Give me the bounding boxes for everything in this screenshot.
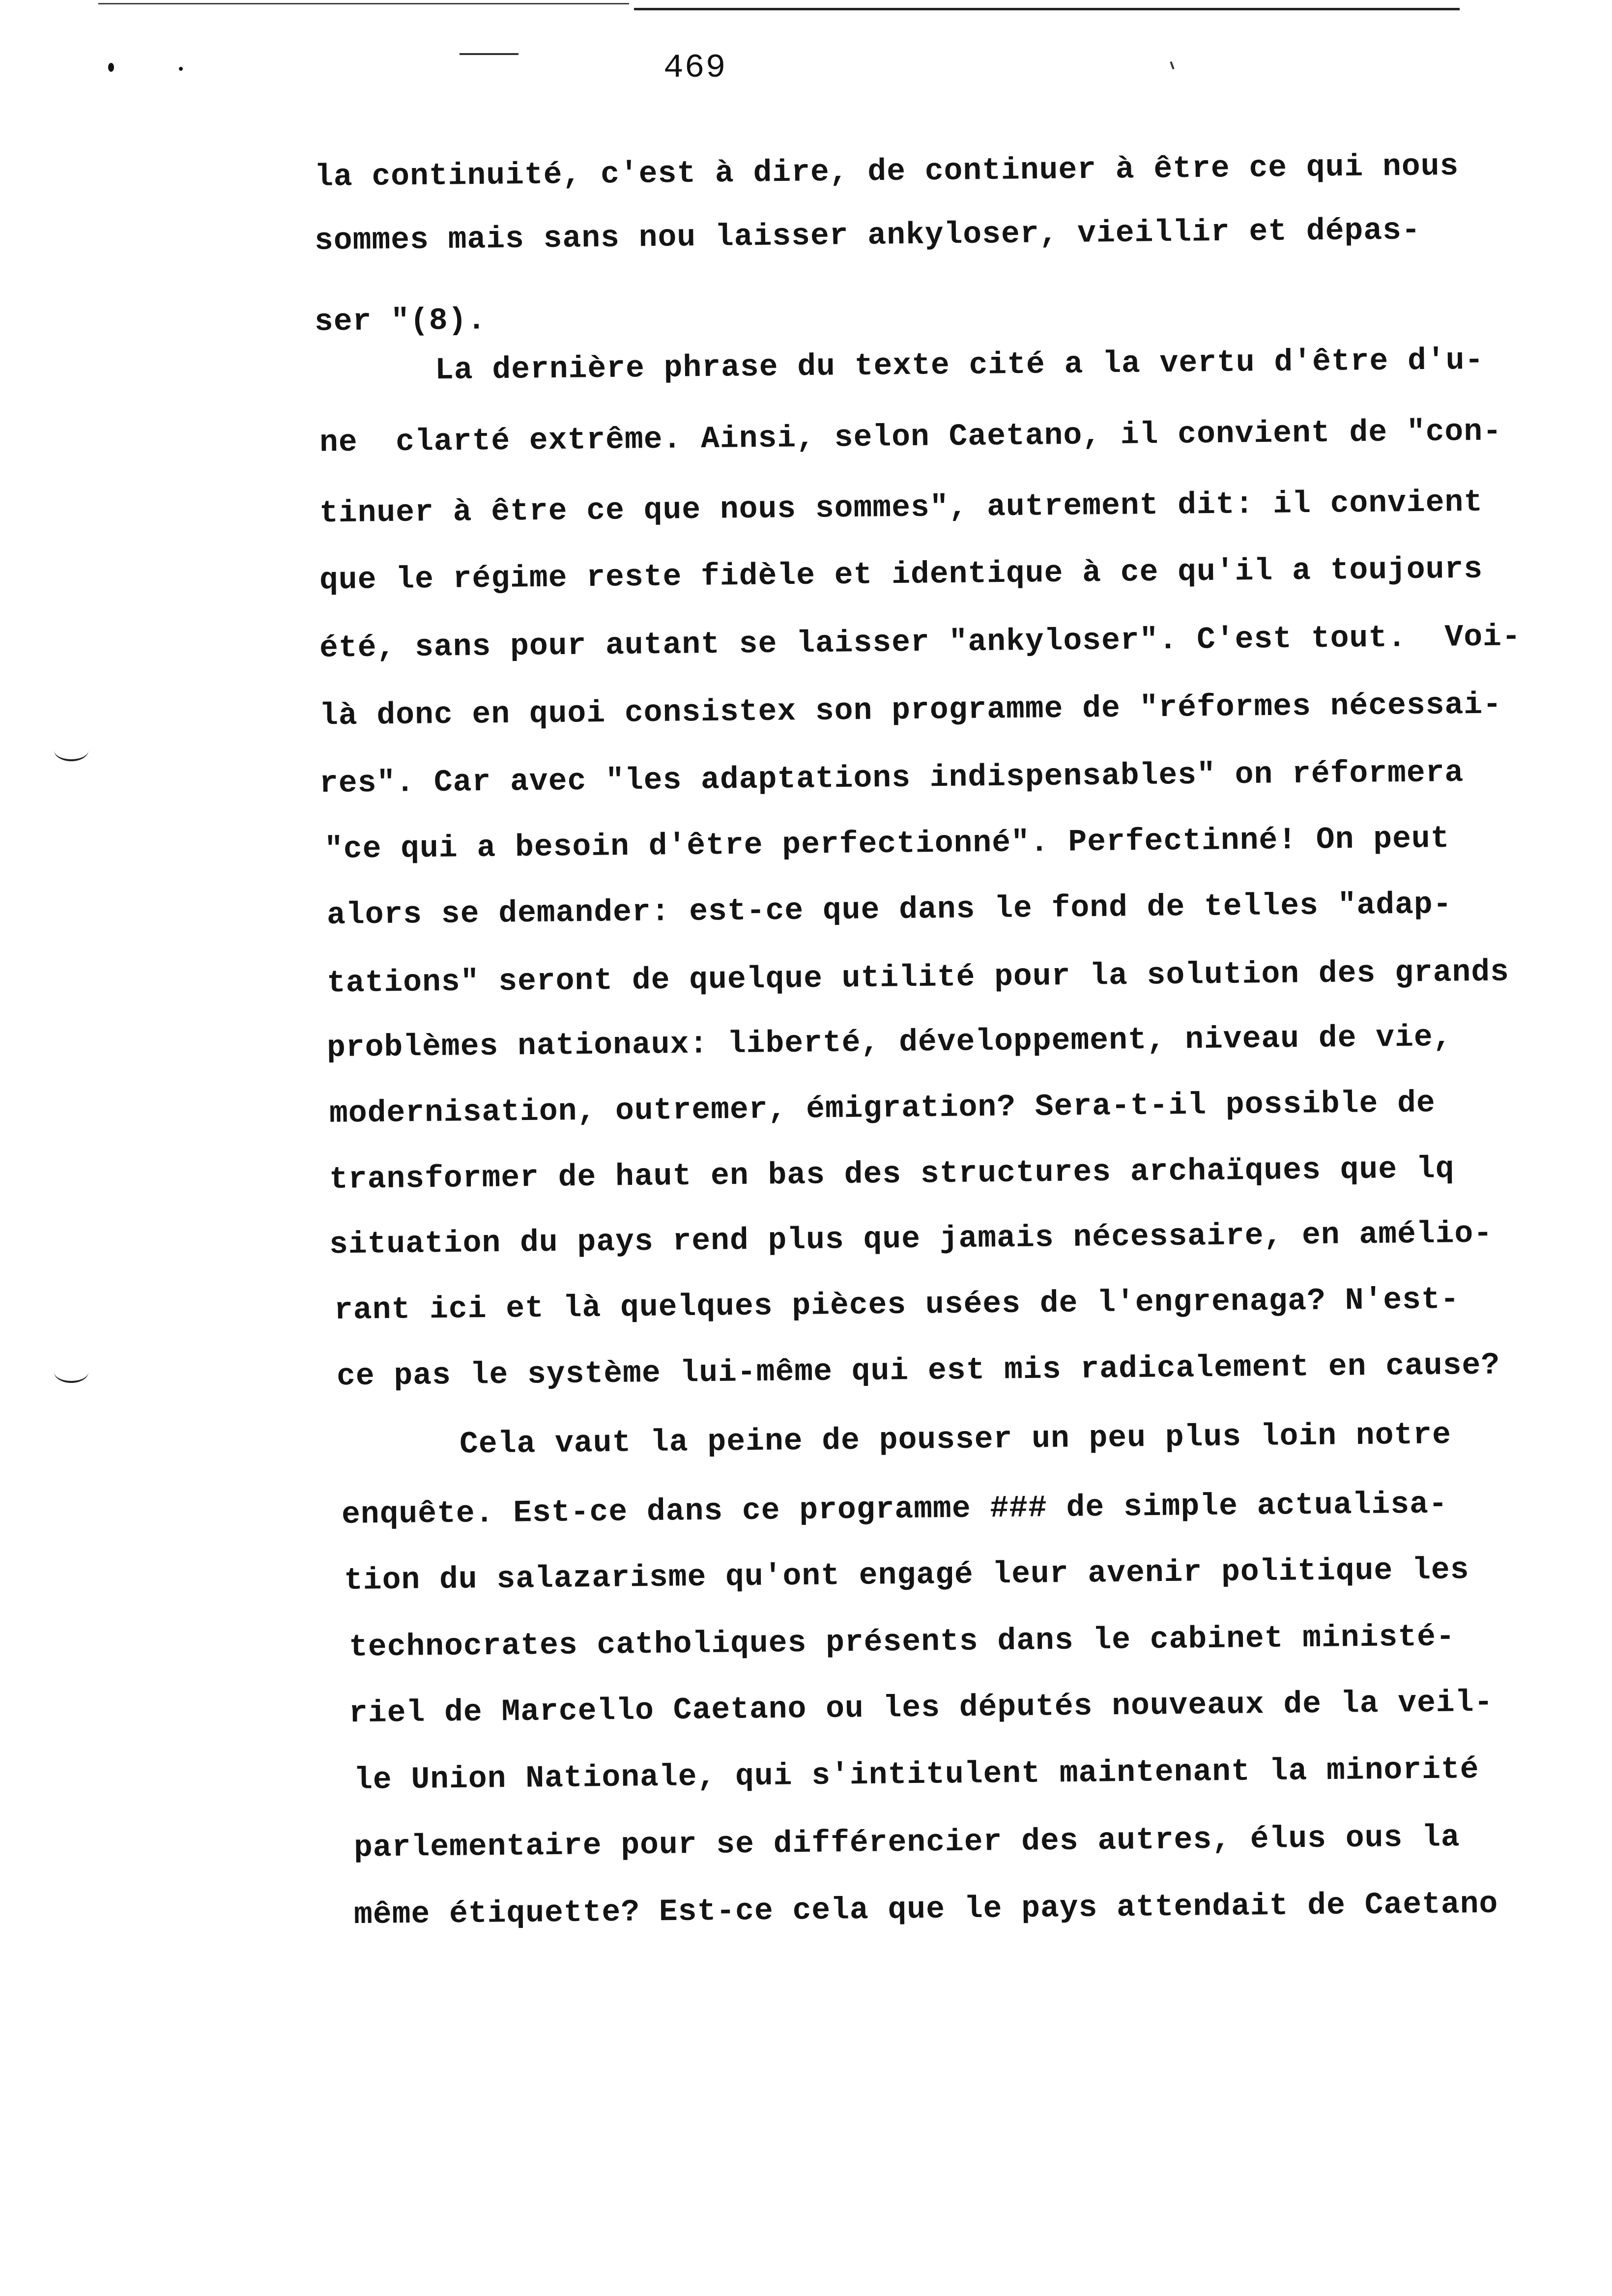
text-line: problèmes nationaux: liberté, développement, niveau de vie, — [326, 1020, 1452, 1065]
scan-speck — [108, 63, 114, 72]
text-line: La dernière phrase du texte cité a la vertu d'être d'u- — [434, 343, 1484, 388]
header-rule — [460, 53, 518, 55]
text-line: là donc en quoi consistex son programme de "réformes nécessai- — [319, 687, 1502, 734]
text-line: transformer de haut en bas des structures archaïques que lq — [329, 1151, 1455, 1197]
text-line: alors se demander: est-ce que dans le fond de telles "adap- — [326, 887, 1452, 933]
text-line: tion du salazarisme qu'ont engagé leur avenir politique les — [344, 1552, 1469, 1598]
scan-edge-line — [98, 3, 629, 4]
text-line: enquête. Est-ce dans ce programme ### de simple actualisa- — [341, 1487, 1448, 1532]
text-line: été, sans pour autant se laisser "ankyloser". C'est tout. Voi- — [319, 619, 1522, 666]
text-line: que le régime reste fidèle et identique à ce qu'il a toujours — [319, 551, 1483, 598]
text-line: même étiquette? Est-ce cela que le pays attendait de Caetano — [353, 1886, 1498, 1933]
text-line: la continuité, c'est à dire, de continuer à être ce qui nous — [314, 148, 1459, 195]
text-line: Cela vaut la peine de pousser un peu plus loin notre — [459, 1417, 1452, 1462]
scan-edge-line — [634, 8, 1460, 10]
text-line: parlementaire pour se différencier des autres, élus ous la — [353, 1820, 1461, 1866]
text-line: tations" seront de quelque utilité pour la solution des grands — [326, 954, 1510, 1001]
text-line: rant ici et là quelques pièces usées de l'engrenaga? N'est- — [334, 1282, 1460, 1328]
scan-speck — [179, 67, 183, 71]
text-line: "ce qui a besoin d'être perfectionné". Perfectinné! On peut — [324, 821, 1450, 867]
text-line: modernisation, outremer, émigration? Sera-t-il possible de — [329, 1086, 1436, 1131]
scan-speck — [1170, 61, 1174, 69]
text-line: le Union Nationale, qui s'intitulent maintenant la minorité — [353, 1752, 1479, 1798]
text-line: ce pas le système lui-même qui est mis radicalement en cause? — [336, 1348, 1500, 1394]
page-number: 469 — [663, 49, 727, 87]
text-line: tinuer à être ce que nous sommes", autrement dit: il convient — [319, 485, 1483, 531]
margin-mark — [54, 1361, 88, 1383]
text-line: technocrates catholiques présents dans le cabinet ministé- — [348, 1619, 1456, 1665]
text-line: ne clarté extrême. Ainsi, selon Caetano, il convient de "con- — [319, 414, 1502, 460]
text-line: res". Car avec "les adaptations indispensables" on réformera — [319, 755, 1464, 802]
text-line: situation du pays rend plus que jamais nécessaire, en amélio- — [329, 1216, 1493, 1263]
text-line: ser "(8). — [314, 303, 487, 340]
text-line: riel de Marcello Caetano ou les députés nouveaux de la veil- — [348, 1685, 1494, 1731]
text-line: sommes mais sans nou laisser ankyloser, vieillir et dépas- — [314, 213, 1421, 258]
margin-mark — [54, 740, 88, 761]
